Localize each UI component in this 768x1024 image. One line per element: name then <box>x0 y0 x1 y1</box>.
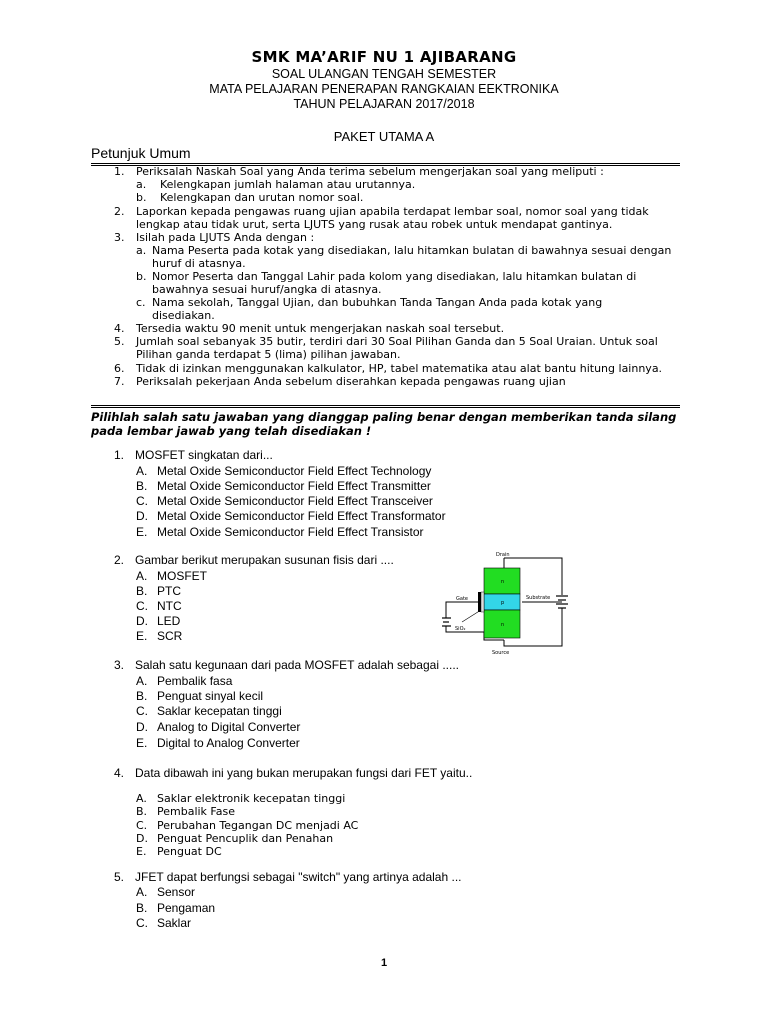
sio2-label: SiO₂ <box>455 626 466 632</box>
list-item: a. Nama Peserta pada kotak yang disediakan, lalu hitamkan bulatan di bawahnya sesuai dengan <box>136 244 672 257</box>
list-item: 5. Jumlah soal sebanyak 35 butir, terdiri dari 30 Soal Pilihan Ganda dan 5 Soal Uraian. Untuk soal <box>114 335 658 348</box>
source-label: Source <box>492 650 510 656</box>
option-2b: B. PTC <box>136 584 181 598</box>
n-label: n <box>501 579 505 585</box>
option-2a: A. MOSFET <box>136 569 207 583</box>
gate-label: Gate <box>456 596 468 602</box>
option-4d: D. Penguat Pencuplik dan Penahan <box>136 832 334 845</box>
option-3b: B. Penguat sinyal kecil <box>136 689 264 703</box>
list-item: 6. Tidak di izinkan menggunakan kalkulator, HP, tabel matematika atau alat bantu hitung lainnya. <box>114 362 663 375</box>
list-item: c. Nama sekolah, Tanggal Ujian, dan bubuhkan Tanda Tangan Anda pada kotak yang <box>136 296 603 309</box>
option-3d: D. Analog to Digital Converter <box>136 720 301 734</box>
petunjuk-title: Petunjuk Umum <box>91 145 191 161</box>
option-2d: D. LED <box>136 614 181 628</box>
gate-wire <box>446 602 478 618</box>
list-item: huruf di atasnya. <box>152 257 246 270</box>
drain-label: Drain <box>496 552 510 558</box>
option-1d: D. Metal Oxide Semiconductor Field Effect Transformator <box>136 509 446 523</box>
list-item: disediakan. <box>152 309 215 322</box>
n-label: n <box>501 622 505 628</box>
option-2c: C. NTC <box>136 599 182 613</box>
school-name: SMK MA’ARIF NU 1 AJIBARANG <box>251 48 517 66</box>
option-1a: A. Metal Oxide Semiconductor Field Effect Technology <box>136 464 432 478</box>
list-item: Pilihan ganda terdapat 5 (lima) pilihan jawaban. <box>136 348 401 361</box>
list-item: 1. Periksalah Naskah Soal yang Anda terima sebelum mengerjakan soal yang meliputi : <box>114 165 604 178</box>
list-item: b. Nomor Peserta dan Tanggal Lahir pada kolom yang disediakan, lalu hitamkan bulatan di <box>136 270 637 283</box>
list-item: 3. Isilah pada LJUTS Anda dengan : <box>114 231 315 244</box>
list-item: 2. Laporkan kepada pengawas ruang ujian apabila terdapat lembar soal, nomor soal yang tidak <box>114 205 649 218</box>
instruction-line: pada lembar jawab yang telah disediakan ! <box>91 424 372 438</box>
list-item: lengkap atau tidak urut, serta LJUTS yang rusak atau robek untuk mendapat gantinya. <box>136 218 613 231</box>
divider <box>91 405 680 408</box>
option-4c: C. Perubahan Tegangan DC menjadi AC <box>136 819 359 832</box>
option-2e: E. SCR <box>136 629 183 643</box>
option-4a: A. Saklar elektronik kecepatan tinggi <box>136 792 346 805</box>
gate-plate <box>478 592 481 612</box>
option-5b: B. Pengaman <box>136 901 216 915</box>
option-3a: A. Pembalik fasa <box>136 674 233 688</box>
paket-title: PAKET UTAMA A <box>333 129 435 144</box>
academic-year: TAHUN PELAJARAN 2017/2018 <box>293 97 475 111</box>
subject-title: MATA PELAJARAN PENERAPAN RANGKAIAN EEKTRONIKA <box>209 82 559 96</box>
sio2-pointer <box>462 610 481 622</box>
list-item: b. Kelengkapan dan urutan nomor soal. <box>136 191 364 204</box>
question-4: 4. Data dibawah ini yang bukan merupakan fungsi dari FET yaitu.. <box>114 766 473 780</box>
instruction-line: Pilihlah salah satu jawaban yang dianggap paling benar dengan memberikan tanda silang <box>91 410 677 424</box>
question-3: 3. Salah satu kegunaan dari pada MOSFET adalah sebagai ..... <box>114 658 459 672</box>
option-1e: E. Metal Oxide Semiconductor Field Effect Transistor <box>136 525 424 539</box>
p-label: p <box>501 600 505 606</box>
option-1b: B. Metal Oxide Semiconductor Field Effect Transmitter <box>136 479 431 493</box>
list-item: a. Kelengkapan jumlah halaman atau urutannya. <box>136 178 416 191</box>
option-3e: E. Digital to Analog Converter <box>136 736 300 750</box>
option-4b: B. Pembalik Fase <box>136 805 235 818</box>
exam-title: SOAL ULANGAN TENGAH SEMESTER <box>271 67 497 81</box>
question-1: 1. MOSFET singkatan dari... <box>114 448 273 462</box>
mosfet-structure-diagram <box>442 550 572 656</box>
option-4e: E. Penguat DC <box>136 845 222 858</box>
sio2-layer <box>481 592 484 612</box>
list-item: 4. Tersedia waktu 90 menit untuk mengerjakan naskah soal tersebut. <box>114 322 505 335</box>
substrate-label: Substrate <box>526 595 551 601</box>
page-number: 1 <box>380 957 388 969</box>
option-3c: C. Saklar kecepatan tinggi <box>136 704 282 718</box>
option-5a: A. Sensor <box>136 885 196 899</box>
list-item: bawahnya sesuai huruf/angka di atasnya. <box>152 283 382 296</box>
option-5c: C. Saklar <box>136 916 192 930</box>
option-1c: C. Metal Oxide Semiconductor Field Effect Transceiver <box>136 494 433 508</box>
question-2: 2. Gambar berikut merupakan susunan fisis dari .... <box>114 553 394 567</box>
list-item: 7. Periksalah pekerjaan Anda sebelum diserahkan kepada pengawas ruang ujian <box>114 375 566 388</box>
question-5: 5. JFET dapat berfungsi sebagai "switch" yang artinya adalah ... <box>114 870 462 884</box>
